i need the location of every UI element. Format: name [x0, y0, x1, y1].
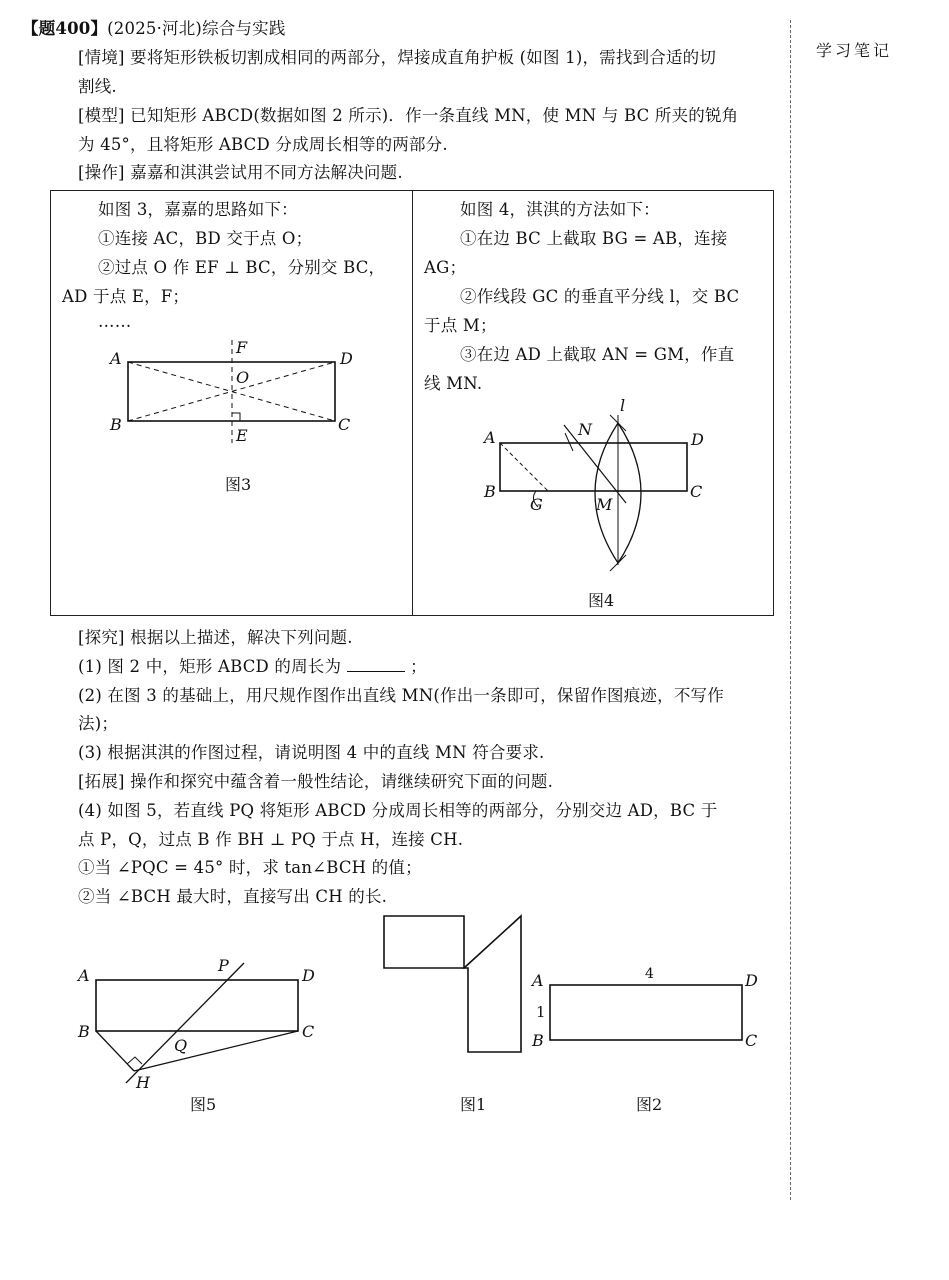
question-4-line-2: 点 P，Q，过点 B 作 BH ⊥ PQ 于点 H，连接 CH. [78, 830, 464, 849]
question-1-end: ； [410, 657, 427, 676]
fig4-rectangle [500, 443, 687, 491]
fig2-label-b: B [532, 1031, 544, 1050]
situation-line-1: [情境] 要将矩形铁板切割成相同的两部分，焊接成直角护板 (如图 1)，需找到合适的切 [78, 48, 717, 67]
figure-2 [528, 960, 768, 1060]
fig5-segment-ch [134, 1031, 298, 1071]
fig2-label-a: A [532, 971, 544, 990]
figure-4 [470, 395, 720, 585]
fig2-label-d: D [745, 971, 758, 990]
fig4-arc-left [595, 423, 618, 563]
right-method-line-1: 如图 4，淇淇的方法如下： [460, 200, 660, 219]
right-method-line-4: ②作线段 GC 的垂直平分线 l，交 BC [460, 287, 740, 306]
right-method-line-5: 于点 M； [424, 316, 497, 335]
fig5-label-a: A [78, 966, 90, 985]
fig5-label-q: Q [174, 1036, 188, 1055]
fig3-label-c: C [338, 415, 351, 434]
fig4-label-b: B [484, 482, 496, 501]
question-1 [78, 657, 427, 677]
question-2-line-1: (2) 在图 3 的基础上，用尺规作图作出直线 MN(作出一条即可，保留作图痕迹，不写作 [78, 686, 724, 705]
fig4-label-g: G [530, 495, 543, 514]
extend-line: [拓展] 操作和探究中蕴含着一般性结论，请继续研究下面的问题. [78, 772, 554, 791]
fig4-label-m: M [596, 495, 613, 514]
fig2-caption: 图2 [636, 1095, 663, 1114]
question-1-answer-blank[interactable] [347, 657, 405, 672]
fig5-rectangle [96, 980, 298, 1031]
situation-line-2: 割线. [78, 77, 117, 96]
explore-line: [探究] 根据以上描述，解决下列问题. [78, 628, 353, 647]
fig3-label-b: B [110, 415, 122, 434]
right-method-line-2: ①在边 BC 上截取 BG = AB，连接 [460, 229, 728, 248]
fig4-label-d: D [691, 430, 704, 449]
question-2-line-2: 法)； [78, 714, 119, 733]
question-4-part-1: ①当 ∠PQC = 45° 时，求 tan∠BCH 的值； [78, 858, 422, 877]
fig5-label-d: D [302, 966, 315, 985]
fig5-label-h: H [136, 1073, 150, 1092]
side-note: 学习笔记 [816, 41, 893, 60]
problem-tag: 【题400】 [22, 19, 108, 38]
notes-divider [790, 20, 791, 1200]
right-method-line-6: ③在边 AD 上截取 AN = GM，作直 [460, 345, 735, 364]
model-line-1: [模型] 已知矩形 ABCD(数据如图 2 所示)．作一条直线 MN，使 MN 与 BC 所夹的锐角 [78, 106, 739, 125]
left-method-line-3: ②过点 O 作 EF ⊥ BC，分别交 BC， [98, 258, 386, 277]
fig3-label-o: O [236, 368, 250, 387]
fig3-label-f: F [236, 338, 248, 357]
fig4-label-l: l [620, 396, 626, 415]
fig5-right-angle-mark [127, 1057, 142, 1064]
fig1-horizontal-piece [384, 916, 464, 968]
figure-5 [70, 955, 330, 1095]
fig5-caption: 图5 [190, 1095, 217, 1114]
fig1-caption: 图1 [460, 1095, 487, 1114]
fig5-label-c: C [302, 1022, 315, 1041]
question-3: (3) 根据淇淇的作图过程，请说明图 4 中的直线 MN 符合要求. [78, 743, 545, 762]
fig4-label-a: A [484, 428, 496, 447]
left-method-line-2: ①连接 AC，BD 交于点 O； [98, 229, 313, 248]
fig3-caption: 图3 [225, 475, 252, 494]
question-1-text: (1) 图 2 中，矩形 ABCD 的周长为 [78, 657, 342, 676]
fig5-segment-bh [96, 1031, 134, 1071]
fig4-label-n: N [578, 420, 592, 439]
fig2-length-ab: 1 [536, 1003, 546, 1021]
fig3-right-angle-mark [232, 413, 240, 421]
fig5-label-b: B [78, 1022, 90, 1041]
fig5-line-pq [126, 963, 244, 1083]
fig3-label-e: E [236, 426, 248, 445]
fig4-label-c: C [690, 482, 703, 501]
fig2-rectangle [550, 985, 742, 1040]
question-4-line-1: (4) 如图 5，若直线 PQ 将矩形 ABCD 分成周长相等的两部分，分别交边 AD，BC 于 [78, 801, 718, 820]
fig5-label-p: P [218, 956, 229, 975]
figure-1 [380, 912, 526, 1058]
model-line-2: 为 45°，且将矩形 ABCD 分成周长相等的两部分. [78, 135, 448, 154]
figure-3 [100, 335, 370, 450]
fig4-caption: 图4 [588, 591, 615, 610]
right-method-line-3: AG； [424, 258, 467, 277]
fig4-arc-right [618, 423, 641, 563]
fig2-label-c: C [745, 1031, 758, 1050]
methods-box-divider [412, 190, 413, 616]
fig3-label-d: D [340, 349, 353, 368]
problem-source: (2025·河北)综合与实践 [107, 19, 286, 38]
fig1-vertical-piece [464, 916, 521, 1052]
left-method-line-5: …… [98, 312, 132, 331]
left-method-line-1: 如图 3，嘉嘉的思路如下： [98, 200, 298, 219]
right-method-line-7: 线 MN. [424, 374, 483, 393]
fig4-segment-ag [500, 443, 548, 491]
fig2-length-ad: 4 [645, 966, 654, 982]
operation-line: [操作] 嘉嘉和淇淇尝试用不同方法解决问题. [78, 163, 403, 182]
left-method-line-4: AD 于点 E，F； [62, 287, 190, 306]
fig3-label-a: A [110, 349, 122, 368]
problem-header [22, 19, 286, 39]
question-4-part-2: ②当 ∠BCH 最大时，直接写出 CH 的长. [78, 887, 388, 906]
